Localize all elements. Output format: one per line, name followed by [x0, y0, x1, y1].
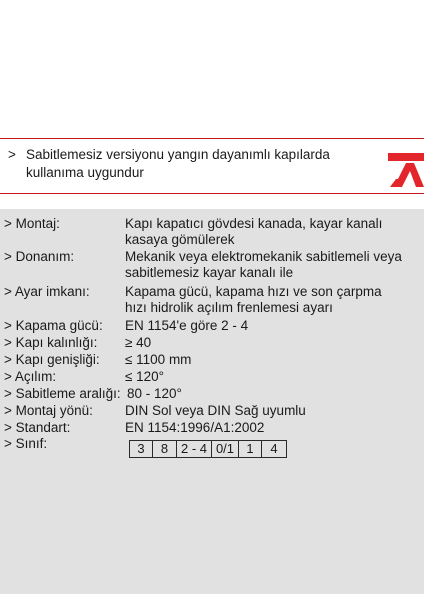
- spec-label: > Kapama gücü:: [4, 318, 103, 333]
- note-arrow: >: [8, 147, 16, 162]
- spec-value-line: Kapama gücü, kapama hızı ve son çarpma: [125, 284, 382, 299]
- spec-label: > Donanım:: [4, 249, 75, 264]
- spec-label: > Sınıf:: [4, 436, 48, 451]
- spec-value: ≥ 40: [125, 335, 152, 350]
- spec-value: 80 - 120°: [127, 386, 182, 401]
- class-cell: 2 - 4: [177, 441, 212, 458]
- red-a-brand-logo-icon: [386, 149, 424, 191]
- note-text-line-1: Sabitlemesiz versiyonu yangın dayanımlı kapılarda: [26, 147, 330, 162]
- spec-value-line: Kapı kapatıcı gövdesi kanada, kayar kanalı: [125, 216, 383, 231]
- spec-label: > Kapı kalınlığı:: [4, 335, 98, 350]
- class-table: [129, 440, 287, 458]
- note-text-line-2: kullanıma uygundur: [26, 165, 144, 180]
- spec-value: ≤ 120°: [125, 369, 165, 384]
- specifications-panel: [0, 209, 424, 594]
- spec-value: [125, 249, 421, 281]
- spec-value: [125, 216, 421, 248]
- note-box: [0, 138, 424, 194]
- spec-label: > Montaj yönü:: [4, 403, 93, 418]
- spec-value: [125, 284, 421, 316]
- spec-label: > Montaj:: [4, 216, 60, 231]
- spec-label: > Sabitleme aralığı:: [4, 386, 121, 401]
- spec-label: > Açılım:: [4, 369, 57, 384]
- class-cell: 3: [130, 441, 153, 458]
- spec-label: > Ayar imkanı:: [4, 284, 90, 299]
- spec-value-line: kasaya gömülerek: [125, 232, 235, 247]
- spec-value: ≤ 1100 mm: [125, 352, 192, 367]
- class-cell: 1: [239, 441, 262, 458]
- spec-label: > Kapı genişliği:: [4, 352, 100, 367]
- class-cell: 8: [153, 441, 177, 458]
- spec-value: EN 1154:1996/A1:2002: [125, 420, 265, 435]
- spec-label: > Standart:: [4, 420, 71, 435]
- spec-value: DIN Sol veya DIN Sağ uyumlu: [125, 403, 306, 418]
- spec-value-line: Mekanik veya elektromekanik sabitlemeli veya: [125, 249, 402, 264]
- spec-value-line: sabitlemesiz kayar kanalı ile: [125, 265, 294, 280]
- spec-value: EN 1154'e göre 2 - 4: [125, 318, 249, 333]
- spec-value-line: hızı hidrolik açılım frenlemesi ayarı: [125, 300, 333, 315]
- class-cell: 4: [262, 441, 287, 458]
- class-cell: 0/1: [212, 441, 239, 458]
